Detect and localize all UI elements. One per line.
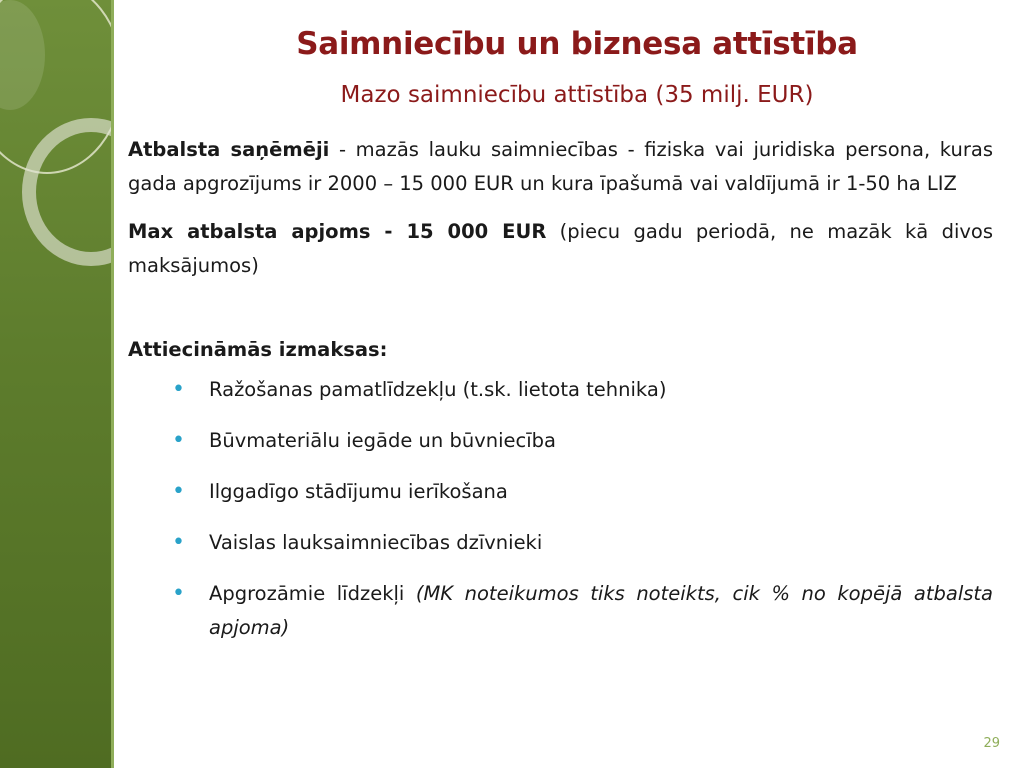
recipients-label: Atbalsta saņēmēji (128, 138, 330, 161)
sidebar-edge (111, 0, 114, 768)
slide-body (128, 133, 993, 662)
page-number: 29 (983, 736, 1000, 751)
bullet-icon: • (172, 428, 185, 453)
bullet-icon: • (172, 377, 185, 402)
bullet-icon: • (172, 530, 185, 555)
note-italic: (MK noteikumos tiks noteikts, cik % no kopējā atbalsta apjoma) (209, 582, 993, 639)
list-item: • Ilggadīgo stādījumu ierīkošana (128, 475, 993, 509)
bullet-icon: • (172, 581, 185, 606)
slide-subtitle: Mazo saimniecību attīstība (35 milj. EUR) (340, 82, 814, 108)
slide-title: Saimniecību un biznesa attīstība (296, 26, 858, 62)
list-item: • Vaislas lauksaimniecības dzīvnieki (128, 526, 993, 560)
eligible-costs-list (128, 373, 993, 645)
max-support-text: (piecu gadu periodā, ne mazāk kā divos maksājumos) (128, 220, 993, 277)
recipients-text: - mazās lauku saimniecības - fiziska vai juridiska persona, kuras gada apgrozījums ir 2000 – 15 000 EUR un kura īpašumā vai valdījumā ir 1-50 ha LIZ (128, 138, 993, 195)
max-support-paragraph (128, 215, 993, 283)
list-item: • Apgrozāmie līdzekļi (MK noteikumos tiks noteikts, cik % no kopējā atbalsta apjoma) (128, 577, 993, 645)
bullet-icon: • (172, 479, 185, 504)
decorative-sidebar (0, 0, 114, 768)
eligible-costs-heading: Attiecināmās izmaksas: (128, 338, 388, 361)
list-item: • Būvmateriālu iegāde un būvniecība (128, 424, 993, 458)
max-support-label: Max atbalsta apjoms - 15 000 EUR (128, 220, 547, 243)
recipients-paragraph (128, 133, 993, 201)
list-item: • Ražošanas pamatlīdzekļu (t.sk. lietota tehnika) (128, 373, 993, 407)
